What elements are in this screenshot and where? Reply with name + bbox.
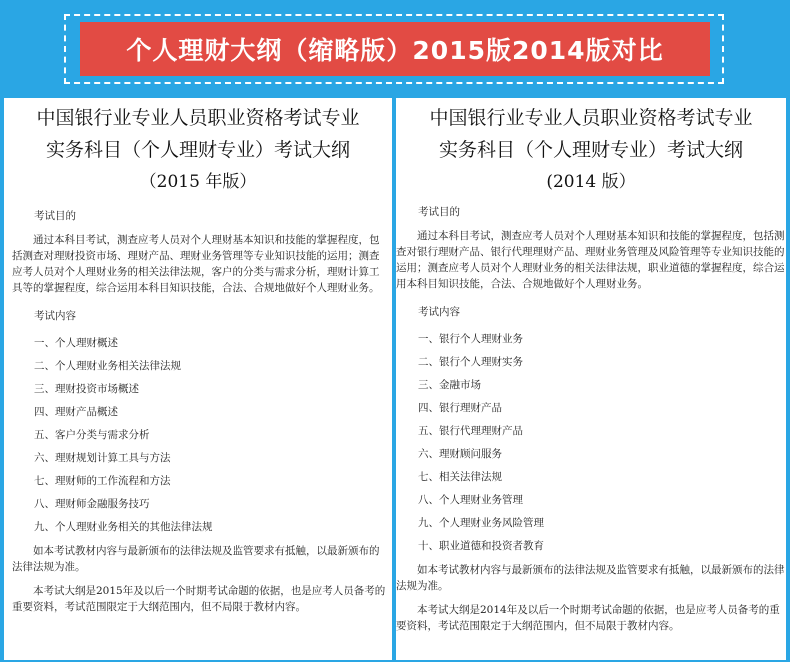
list-item: 八、个人理财业务管理 — [418, 494, 523, 506]
purpose-text: 通过本科目考试，测查应考人员对个人理财基本知识和技能的掌握程度，包括测查对理财投资市场、理财产品、理财业务管理等专业知识技能的运用；测查应考人员对个人理财业务的相关法律法规，客户的分类与需求分析，理财计算工具等的掌握程度，综合运用本科目知识技能，合法、合规地做好个人理财业务。 — [12, 234, 380, 294]
list-item: 三、金融市场 — [418, 379, 481, 391]
content-label: 考试内容 — [418, 306, 460, 318]
syllabus-2014-body — [396, 198, 786, 634]
list-item: 二、银行个人理财实务 — [418, 356, 523, 368]
list-item: 五、客户分类与需求分析 — [34, 429, 150, 441]
syllabus-2015-heading — [4, 102, 392, 198]
heading-line-2: 实务科目（个人理财专业）考试大纲 — [438, 139, 743, 161]
list-item: 九、个人理财业务相关的其他法律法规 — [34, 521, 213, 533]
heading-line-3: （2015 年版） — [139, 172, 257, 192]
note-text: 本考试大纲是2015年及以后一个时期考试命题的依据，也是应考人员备考的重要资料，考试范围限定于大纲范围内，但不局限于教材内容。 — [12, 585, 386, 613]
note-text: 如本考试教材内容与最新颁布的法律法规及监管要求有抵触，以最新颁布的法律法规为准。 — [12, 545, 380, 573]
list-item: 十、职业道德和投资者教育 — [418, 540, 544, 552]
purpose-label: 考试目的 — [418, 206, 460, 218]
content-label: 考试内容 — [34, 310, 76, 322]
list-item: 八、理财师金融服务技巧 — [34, 498, 150, 510]
list-item: 三、理财投资市场概述 — [34, 383, 139, 395]
banner-title: 个人理财大纲（缩略版）2015版2014版对比 — [126, 36, 664, 65]
syllabus-2014-panel — [396, 98, 786, 660]
list-item: 七、理财师的工作流程和方法 — [34, 475, 171, 487]
list-item: 一、银行个人理财业务 — [418, 333, 523, 345]
heading-line-1: 中国银行业专业人员职业资格考试专业 — [36, 107, 360, 129]
syllabus-2015-body — [4, 198, 392, 615]
note-text: 如本考试教材内容与最新颁布的法律法规及监管要求有抵触，以最新颁布的法律法规为准。 — [396, 564, 785, 592]
note-text: 本考试大纲是2014年及以后一个时期考试命题的依据，也是应考人员备考的重要资料，考试范围限定于大纲范围内，但不局限于教材内容。 — [396, 604, 780, 632]
heading-line-1: 中国银行业专业人员职业资格考试专业 — [429, 107, 753, 129]
list-item: 九、个人理财业务风险管理 — [418, 517, 544, 529]
syllabus-2014-heading — [396, 102, 786, 198]
syllabus-2015-panel — [4, 98, 392, 660]
list-item: 二、个人理财业务相关法律法规 — [34, 360, 181, 372]
list-item: 六、理财顾问服务 — [418, 448, 502, 460]
list-item: 四、理财产品概述 — [34, 406, 118, 418]
heading-line-2: 实务科目（个人理财专业）考试大纲 — [45, 139, 350, 161]
list-item: 六、理财规划计算工具与方法 — [34, 452, 171, 464]
title-banner — [80, 22, 710, 76]
list-item: 四、银行理财产品 — [418, 402, 502, 414]
purpose-label: 考试目的 — [34, 210, 76, 222]
purpose-text: 通过本科目考试，测查应考人员对个人理财基本知识和技能的掌握程度，包括测查对银行理财产品、银行代理理财产品、理财业务管理及风险管理等专业知识技能的运用；测查应考人员对个人理财业务的相关法律法规，职业道德的掌握程度，综合运用本科目知识技能，合法、合规地做好个人理财业务。 — [396, 230, 785, 290]
list-item: 一、个人理财概述 — [34, 337, 118, 349]
list-item: 五、银行代理理财产品 — [418, 425, 523, 437]
list-item: 七、相关法律法规 — [418, 471, 502, 483]
heading-line-3: (2014 版） — [546, 172, 636, 192]
